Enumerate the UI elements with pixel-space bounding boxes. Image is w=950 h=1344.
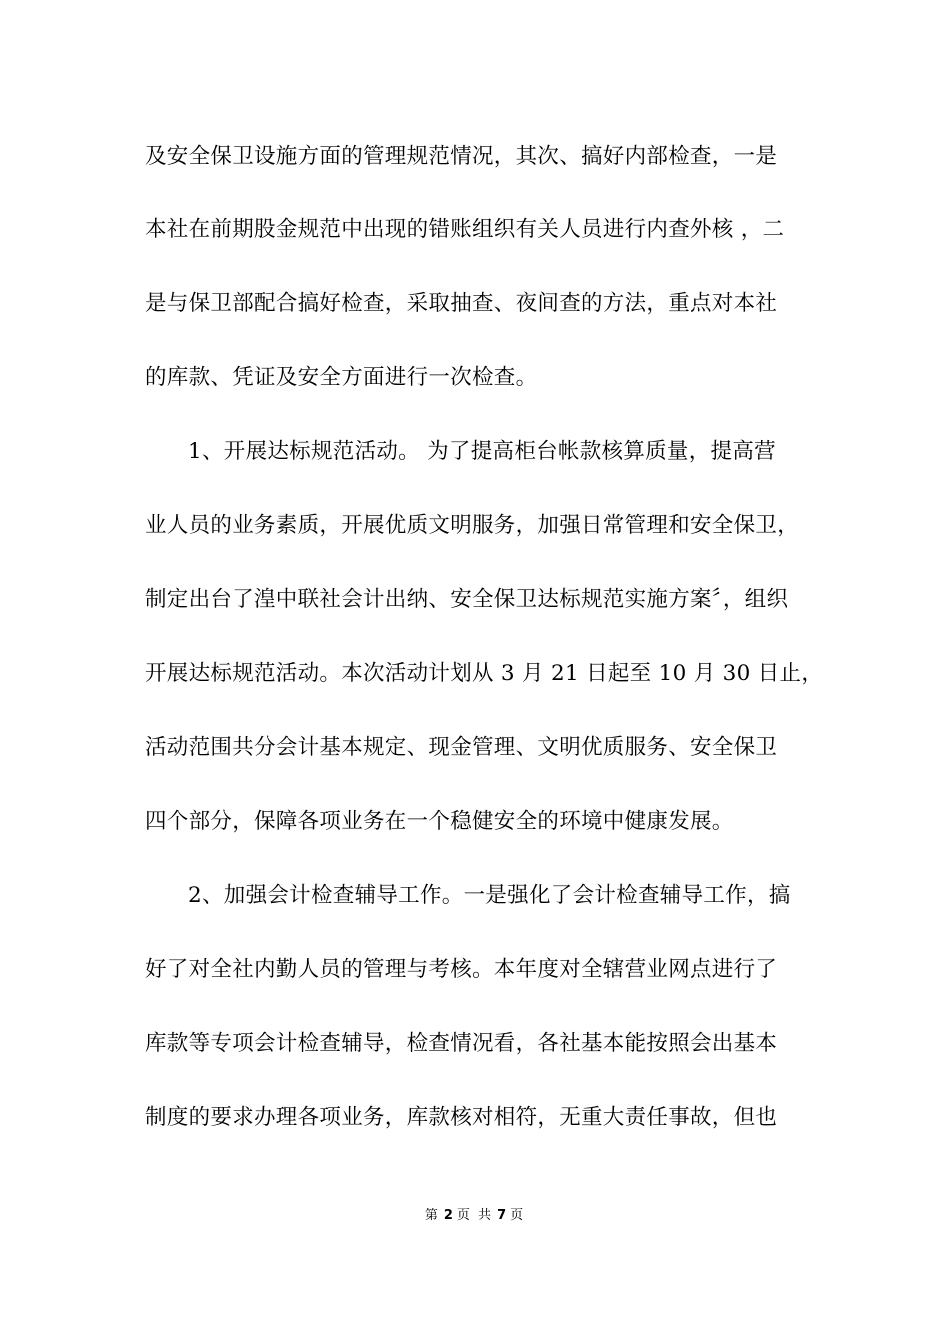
text-line-1: 及安全保卫设施方面的管理规范情况，其次、搞好内部检查，一是	[145, 144, 778, 169]
text-line-8: 开展达标规范活动。本次活动计划从 3 月 21 日起至 10 月 30 日止，	[145, 661, 824, 686]
footer-middle: 页 共	[456, 1208, 494, 1223]
text-line-13: 库款等专项会计检查辅导，检查情况看，各社基本能按照会出基本	[145, 1031, 778, 1056]
total-pages-number: 7	[497, 1208, 507, 1223]
text-line-10: 四个部分，保障各项业务在一个稳健安全的环境中健康发展。	[145, 809, 734, 834]
footer-prefix: 第	[424, 1208, 440, 1223]
text-line-11: 2、加强会计检查辅导工作。一是强化了会计检查辅导工作，搞	[188, 883, 791, 908]
page-footer	[0, 1208, 950, 1224]
text-line-2: 本社在前期股金规范中出现的错账组织有关人员进行内查外核 ，二	[145, 217, 785, 242]
text-line-3: 是与保卫部配合搞好检查，采取抽查、夜间查的方法，重点对本社	[145, 291, 778, 316]
text-line-4: 的库款、凭证及安全方面进行一次检查。	[145, 365, 538, 390]
current-page-number: 2	[443, 1208, 453, 1223]
text-line-6: 业人员的业务素质，开展优质文明服务，加强日常管理和安全保卫，	[145, 513, 800, 538]
text-line-14: 制度的要求办理各项业务，库款核对相符，无重大责任事故，但也	[145, 1105, 778, 1130]
text-line-12: 好了对全社内勤人员的管理与考核。本年度对全辖营业网点进行了	[145, 957, 778, 982]
text-line-5: 1、开展达标规范活动。 为了提高柜台帐款核算质量，提高营	[188, 439, 776, 464]
text-line-7: 制定出台了湟中联社会计出纳、安全保卫达标规范实施方案〞，组织	[145, 587, 789, 612]
text-line-9: 活动范围共分会计基本规定、现金管理、文明优质服务、安全保卫	[145, 735, 778, 760]
footer-suffix: 页	[510, 1208, 526, 1223]
